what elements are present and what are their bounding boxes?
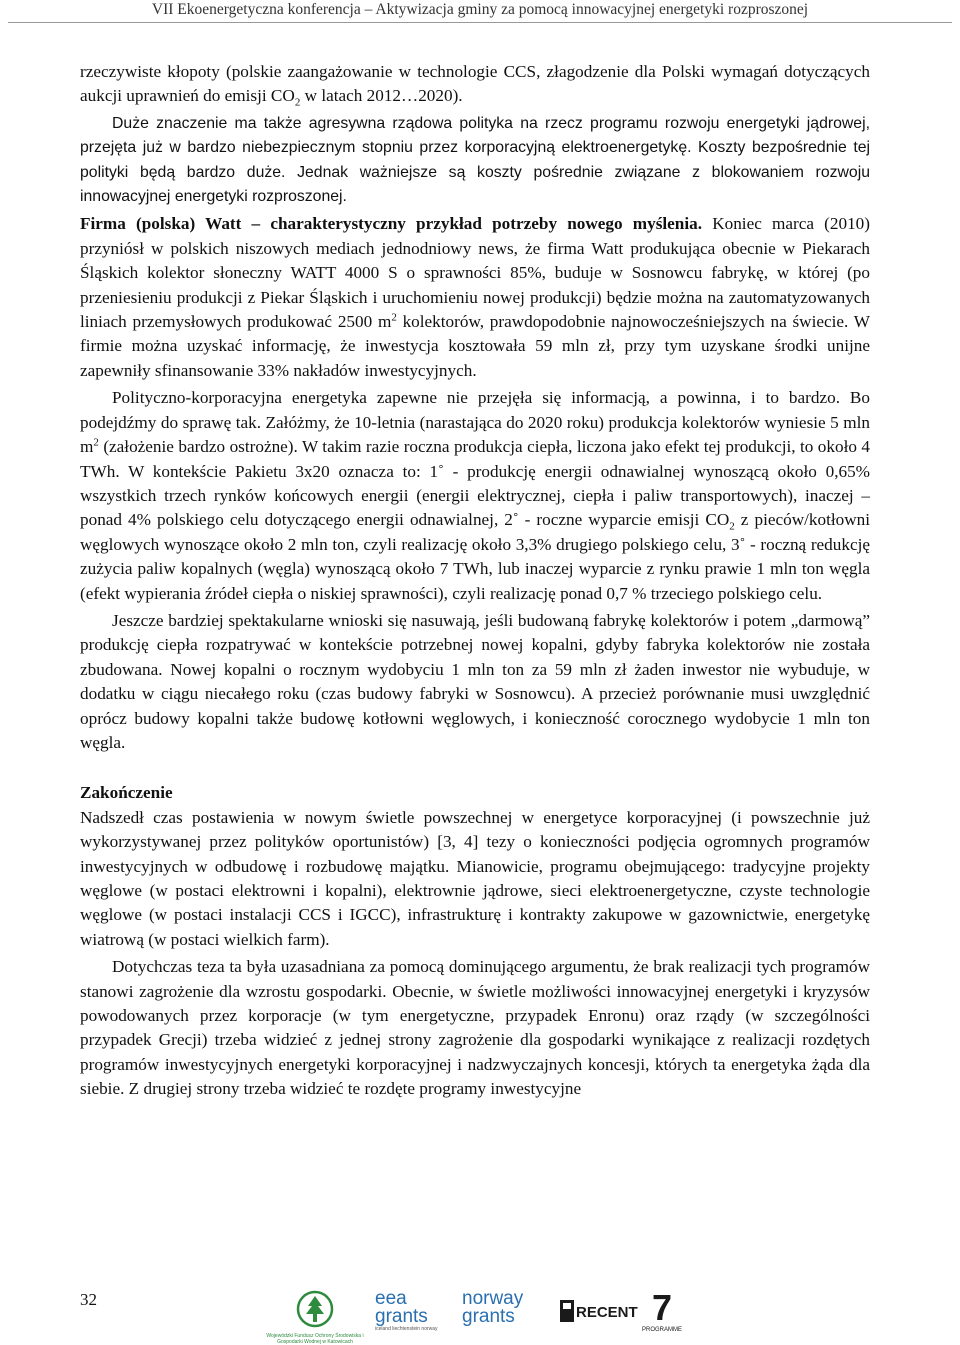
paragraph-watt: Firma (polska) Watt – charakterystyczny przykład potrzeby nowego myślenia. Koniec marca (2010) przyniósł w polskich niszowych mediach jednodniowy news, że firma Watt produkująca obecnie w Piekarach Śląskich kolektor słoneczny WATT 4000 S o sprawności 85%, buduje w Sosnowcu fabrykę, w której (po przeniesieniu produkcji z Piekar Śląskich i uruchomieniu nowej produkcji) będzie można na zautomatyzowanych liniach przemysłowych produkować 2500 $m^2$ kolektorów, prawdopodobnie najnowocześniejszych na świecie. W firmie można uzyskać informację, że inwestycja kosztowała 59 mln zł, przy tym uzyskane środki unijne zapewniły sfinansowanie 33% nakładów inwestycyjnych.	[80, 214, 870, 380]
sponsor-logos	[240, 1287, 880, 1345]
paragraph-ccs: rzeczywiste kłopoty (polskie zaangażowanie w technologie CCS, złagodzenie dla Polski wymagań dotyczących aukcji uprawnień do emisji $CO_2$ w latach 2012…2020).	[80, 62, 870, 109]
norway-label: norway	[462, 1288, 524, 1309]
running-header: VII Ekoenergetyczna konferencja – Aktywizacja gminy za pomocą innowacyjnej energetyki rozproszonej	[151, 1, 809, 18]
recent-label: RECENT	[576, 1304, 638, 1321]
eea-label: eea	[375, 1288, 407, 1309]
page-number: 32	[80, 1290, 97, 1309]
paragraph-calculation: Polityczno-korporacyjna energetyka zapewne nie przejęła się informacją, a powinna, i to bardzo. Bo podejdźmy do sprawę tak. Załóżmy, że 10-letnia (narastająca do 2020 roku) produkcja kolektorów wyniesie 5 mln $m^2$ (założenie bardzo ostrożne). W takim razie roczna produkcja ciepła, liczona jako efekt tej produkcji, to około 4 TWh. W kontekście Pakietu 3x20 oznacza to: 1˚ - produkcję energii odnawialnej wynoszącą około 0,65% wszystkich trzech rynków końcowych energii (energii elektrycznej, ciepła i paliw transportowych), inaczej – ponad 4% polskiego celu dotyczącego energii odnawialnej, 2˚ - roczne wyparcie emisji $CO_2$ z pieców/kotłowni węglowych wynoszące około 2 mln ton, czyli realizację około 3,3% drugiego polskiego celu, 3˚ - roczną redukcję zużycia paliw kopalnych (węgla) wynoszącą około 7 TWh, lub inaczej wyparcie z rynku prawie 1 mln ton węgla (efekt wypierania źródeł ciepła o niskiej sprawności), czyli realizację ponad 0,7 % trzeciego polskiego celu.	[80, 388, 870, 603]
fp7-logo	[632, 1287, 692, 1340]
eea-grants-logo	[375, 1290, 445, 1340]
paragraph-mine-comparison: Jeszcze bardziej spektakularne wnioski się nasuwają, jeśli budowaną fabrykę kolektorów i potem „darmową” produkcję ciepła rozpatrywać w kontekście potrzebnej nowej kopalni, gdyby fabryka kolektorów nie została zbudowana. Nowej kopalni o rocznym wydobyciu 1 mln ton za 59 mln zł żaden inwestor nie wybuduje, w dodatku w ciągu niecałego roku (czas budowy fabryki w Sosnowcu). A przecież porównanie musi uwzględnić oprócz budowy kopalni także budowę kotłowni węglowych, i konieczność corocznego wydobycie 1 mln ton węgla.	[80, 610, 870, 752]
fp7-caption: PROGRAMME	[641, 1327, 682, 1333]
paragraph-nuclear: Duże znaczenie ma także agresywna rządowa polityka na rzecz programu rozwoju energetyki jądrowej, przejęta już w bardzo niebezpiecznym stopniu przez korporacyjną elektroenergetykę. Koszty bezpośrednie tej polityki będą bardzo duże. Jednak ważniejsze są koszty pośrednie związane z blokowaniem rozwoju innowacyjnej energetyki rozproszonej.	[80, 114, 870, 206]
header-rule	[8, 22, 952, 23]
norway-grants-label: grants	[462, 1306, 515, 1327]
recent-logo	[558, 1290, 638, 1340]
paragraph-conclusion-2: Dotychczas teza ta była uzasadniana za pomocą dominującego argumentu, że brak realizacji tych programów stanowi zagrożenie dla wzrostu gospodarki. Obecnie, w świetle możliwości innowacyjnej energetyki i kryzysów powodowanych przez korporacje (w tym energetyczne, przypadek Enronu) oraz rządy (w szczególności przypadek Grecji) trzeba widzieć z jednej strony zagrożenie dla gospodarki wynikające z realizacji rozdętych programów inwestycyjnych energetyki korporacyjnej i nadzwyczajnych koncesji, których ta energetyka żąda dla siebie. Z drugiej strony trzeba widzieć te rozdęte programy inwestycyjne	[80, 957, 870, 1099]
page-content	[80, 60, 870, 1105]
norway-grants-logo	[462, 1290, 552, 1340]
paragraph-conclusion-1: Nadszedł czas postawienia w nowym świetle powszechnej w energetyce korporacyjnej (i powszechnie już wykorzystywanej przez polityków oportunistów) [3, 4] tezy o konieczności podjęcia ogromnych programów inwestycyjnych w odbudowę i rozbudowę majątku. Mianowicie, programu obejmującego: tradycyjne projekty węglowe (w postaci elektrowni i kopalni), elektrownie jądrowe, sieci elektroenergetyczne, czyste technologie węglowe (w postaci instalacji CCS i IGCC), infrastrukturę i kontrakty zakupowe w gazownictwie, energetykę wiatrową (w postaci wielkich farm).	[80, 807, 870, 949]
watt-heading: Firma (polska) Watt – charakterystyczny przykład potrzeby nowego myślenia.	[80, 214, 703, 234]
fp7-number: 7	[651, 1287, 673, 1328]
eea-grants-label: grants	[375, 1306, 428, 1327]
wfosigw-caption: Wojewódzki Fundusz Ochrony Środowiska i Gospodarki Wodnej w Katowicach	[266, 1333, 364, 1345]
eea-caption: iceland liechtenstein norway	[375, 1326, 438, 1332]
section-heading: Zakończenie	[80, 783, 173, 803]
wfosigw-logo	[260, 1290, 370, 1345]
tree-emblem-icon	[260, 1290, 370, 1328]
